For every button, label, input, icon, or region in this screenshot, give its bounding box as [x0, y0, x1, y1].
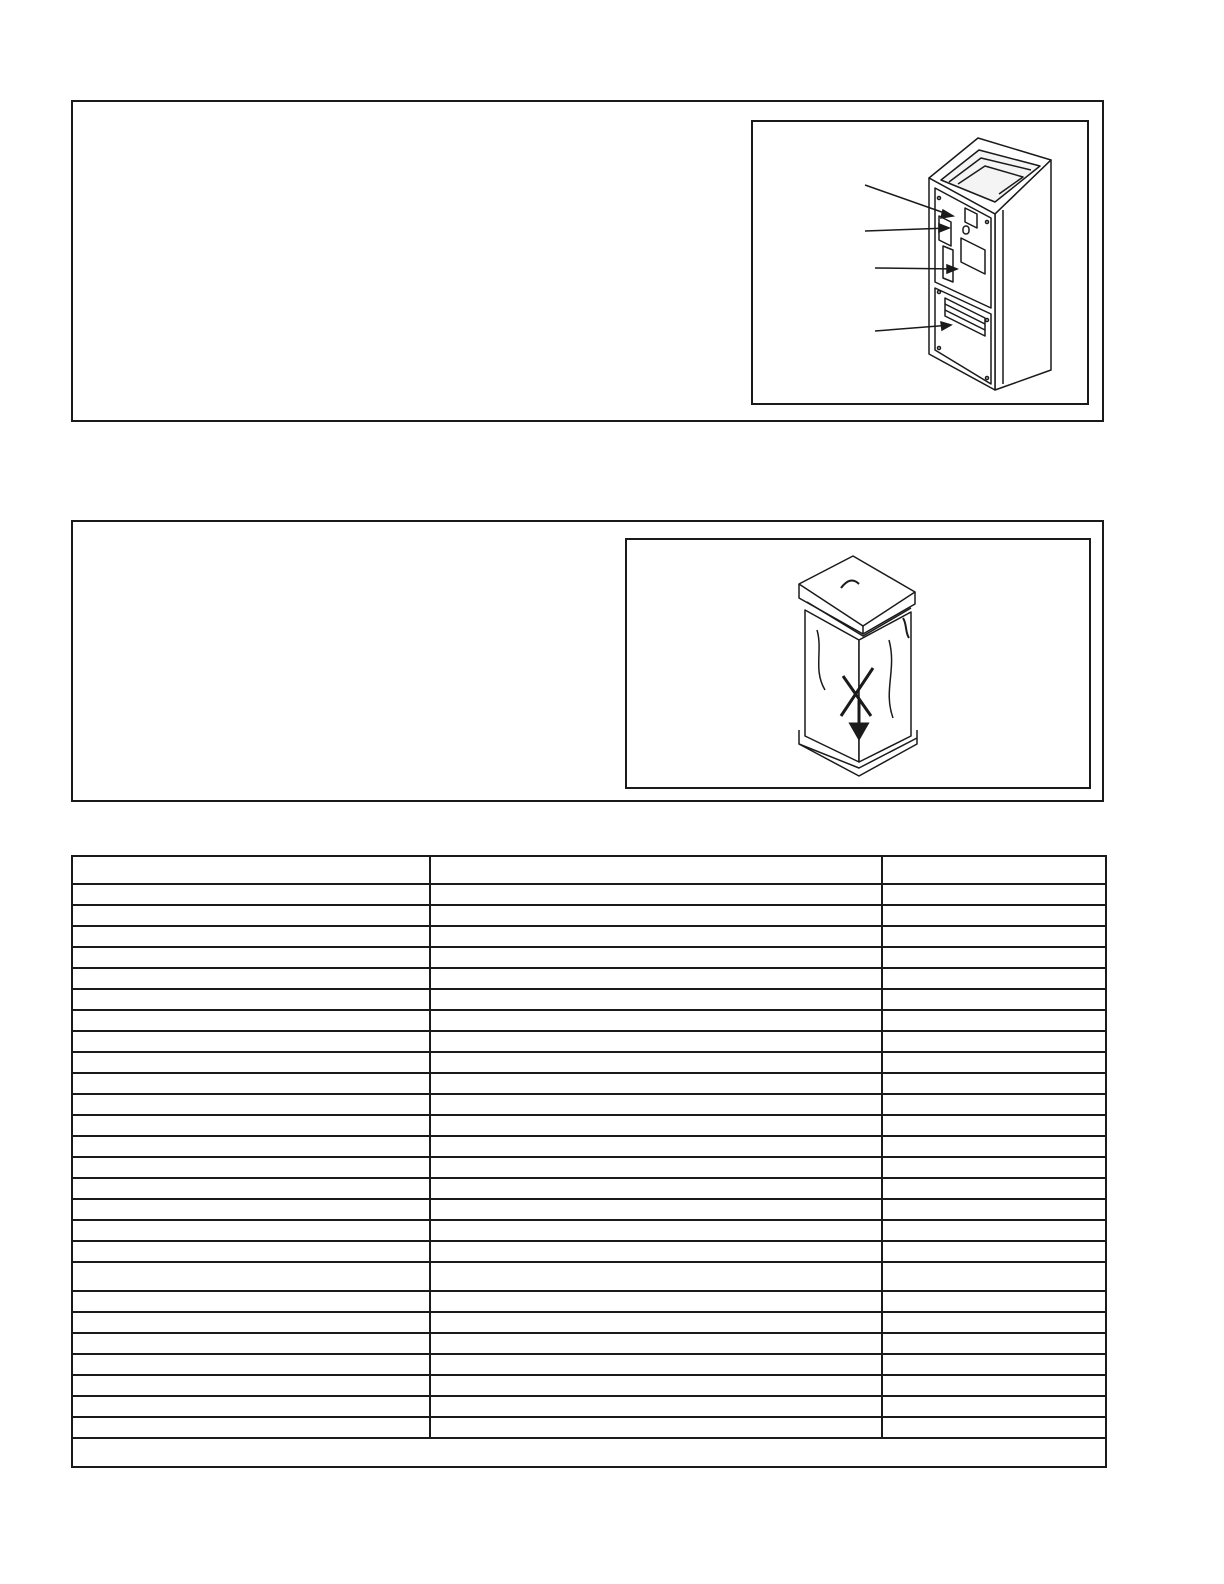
table-cell [882, 1157, 1106, 1178]
table-row [72, 1010, 1106, 1031]
table-cell [72, 1291, 430, 1312]
table-cell [430, 947, 882, 968]
table-cell [430, 1052, 882, 1073]
table-cell [72, 1031, 430, 1052]
table-cell [430, 989, 882, 1010]
table-cell [882, 1052, 1106, 1073]
table-cell [882, 1241, 1106, 1262]
table-row [72, 1031, 1106, 1052]
table-cell [72, 1094, 430, 1115]
air-handler-illustration [753, 122, 1087, 403]
table-cell [430, 1262, 882, 1291]
table-row [72, 1333, 1106, 1354]
table-row [72, 1136, 1106, 1157]
table-cell [72, 1178, 430, 1199]
table-cell [72, 947, 430, 968]
table-row [72, 884, 1106, 905]
table-cell [882, 1291, 1106, 1312]
table-cell [430, 1115, 882, 1136]
table-cell [882, 1333, 1106, 1354]
table-cell [882, 1396, 1106, 1417]
table-cell [72, 905, 430, 926]
table-row [72, 1375, 1106, 1396]
table-cell [430, 1291, 882, 1312]
packaged-unit-illustration [627, 540, 1089, 787]
table-cell [430, 1010, 882, 1031]
table-row [72, 1312, 1106, 1333]
table-row [72, 926, 1106, 947]
table-cell [72, 1333, 430, 1354]
table-cell [430, 1199, 882, 1220]
table-row [72, 1178, 1106, 1199]
table-cell [882, 1375, 1106, 1396]
table-cell [72, 1220, 430, 1241]
table-cell [882, 1094, 1106, 1115]
table-cell [430, 1220, 882, 1241]
table-cell [430, 856, 882, 884]
table-footnote [72, 1438, 1106, 1467]
table-cell [72, 926, 430, 947]
info-panel-unit-components [71, 100, 1104, 422]
table-cell [882, 1417, 1106, 1438]
table-cell [72, 1010, 430, 1031]
packaging-figure [625, 538, 1091, 789]
table-cell [882, 1312, 1106, 1333]
table-row [72, 1094, 1106, 1115]
table-cell [72, 1262, 430, 1291]
table-cell [882, 1031, 1106, 1052]
table-row [72, 856, 1106, 884]
table-cell [430, 1354, 882, 1375]
table-cell [882, 968, 1106, 989]
table-cell [882, 1115, 1106, 1136]
table-cell [430, 1417, 882, 1438]
table-cell [72, 1157, 430, 1178]
table-cell [72, 1136, 430, 1157]
packaging-mark: X [627, 540, 628, 541]
table-cell [72, 989, 430, 1010]
table-cell [430, 1312, 882, 1333]
table-row [72, 1073, 1106, 1094]
table-cell [882, 856, 1106, 884]
table-row [72, 1417, 1106, 1438]
table-cell [882, 989, 1106, 1010]
table-cell [430, 1396, 882, 1417]
table-cell [430, 1375, 882, 1396]
table-row [72, 1052, 1106, 1073]
table-cell [430, 1073, 882, 1094]
table-cell [72, 1354, 430, 1375]
table-cell [430, 1333, 882, 1354]
callout-leader-3 [875, 268, 957, 269]
table-row [72, 1291, 1106, 1312]
table-cell [882, 926, 1106, 947]
table-cell [72, 1115, 430, 1136]
table-cell [882, 1354, 1106, 1375]
table-cell [430, 1157, 882, 1178]
table-row [72, 968, 1106, 989]
table-cell [882, 947, 1106, 968]
table-cell [882, 884, 1106, 905]
table-cell [430, 968, 882, 989]
unit-component-figure [751, 120, 1089, 405]
table-row [72, 1354, 1106, 1375]
table-cell [72, 1417, 430, 1438]
table-row [72, 1241, 1106, 1262]
table-cell [72, 1199, 430, 1220]
table-cell [72, 968, 430, 989]
table-cell [430, 926, 882, 947]
info-panel-packaging [71, 520, 1104, 802]
specification-table [71, 855, 1107, 1468]
table-cell [72, 1241, 430, 1262]
table-cell [882, 1010, 1106, 1031]
table-cell [430, 884, 882, 905]
table-cell [882, 1220, 1106, 1241]
table-row [72, 947, 1106, 968]
table-cell [882, 1073, 1106, 1094]
table-cell [430, 1136, 882, 1157]
table-cell [882, 905, 1106, 926]
table-cell [72, 1396, 430, 1417]
table-row [72, 1157, 1106, 1178]
table-cell [882, 1178, 1106, 1199]
table-cell [882, 1262, 1106, 1291]
table-cell [430, 1031, 882, 1052]
table-row [72, 1115, 1106, 1136]
table-cell [72, 1073, 430, 1094]
table-cell [430, 905, 882, 926]
table-cell [430, 1094, 882, 1115]
table-cell [430, 1241, 882, 1262]
table-cell [72, 1052, 430, 1073]
table-footnote-row [72, 1438, 1106, 1467]
table-cell [72, 856, 430, 884]
table-cell [882, 1136, 1106, 1157]
table-cell [72, 1375, 430, 1396]
table-cell [72, 1312, 430, 1333]
table-cell [72, 884, 430, 905]
table-cell [882, 1199, 1106, 1220]
table-row [72, 1199, 1106, 1220]
table-row [72, 905, 1106, 926]
table-row [72, 1396, 1106, 1417]
table-cell [430, 1178, 882, 1199]
table-row [72, 1262, 1106, 1291]
table-row [72, 989, 1106, 1010]
table-row [72, 1220, 1106, 1241]
